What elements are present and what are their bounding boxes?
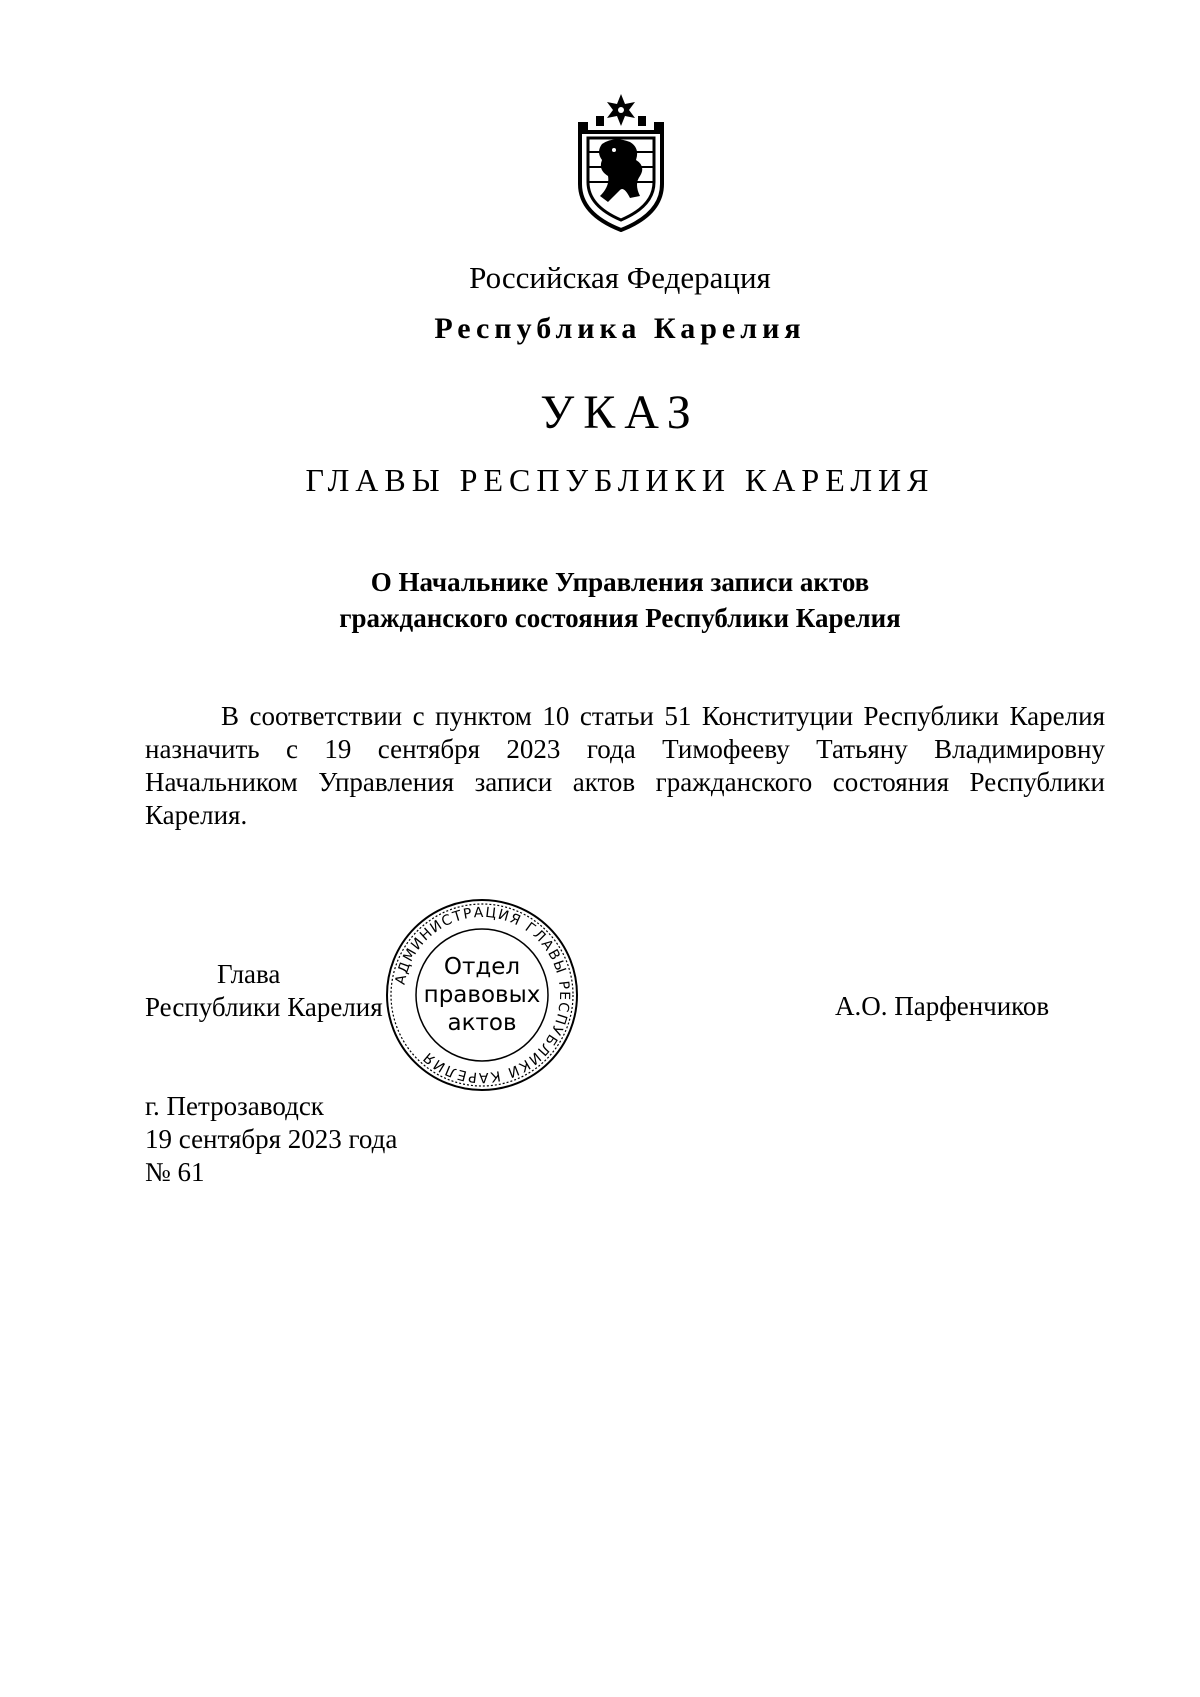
subject-line-2: гражданского состояния Республики Карелия	[339, 603, 901, 633]
signatory-position	[145, 958, 383, 1024]
stamp-ring-text: АДМИНИСТРАЦИЯ ГЛАВЫ РЕСПУБЛИКИ КАРЕЛИЯ	[392, 904, 573, 1086]
issue-date: 19 сентября 2023 года	[145, 1124, 398, 1154]
position-line-2: Республики Карелия	[145, 992, 383, 1022]
stamp-line-1: Отдел	[443, 954, 521, 980]
document-subject	[0, 564, 1200, 636]
body-paragraph: В соответствии с пунктом 10 статьи 51 Конституции Республики Карелия назначить с 19 сентября 2023 года Тимофееву Татьяну Владимировну Начальником Управления записи актов гражданского состояния Республики Карелия.	[145, 701, 1105, 830]
signatory-name: А.О. Парфенчиков	[835, 991, 1050, 1021]
document-type: УКАЗ	[540, 386, 700, 439]
issue-place: г. Петрозаводск	[145, 1091, 324, 1121]
position-line-1: Глава	[217, 959, 281, 989]
official-stamp	[383, 896, 581, 1094]
subject-line-1: О Начальнике Управления записи актов	[370, 567, 870, 597]
stamp-line-2: правовых	[423, 982, 541, 1008]
stamp-line-3: актов	[447, 1010, 517, 1036]
issuer-title: ГЛАВЫ РЕСПУБЛИКИ КАРЕЛИЯ	[305, 462, 935, 498]
coat-of-arms-icon	[574, 92, 668, 232]
document-footer	[145, 1090, 397, 1189]
country-title: Российская Федерация	[469, 260, 771, 295]
republic-title: Республика Карелия	[434, 312, 806, 345]
document-number: № 61	[145, 1157, 205, 1187]
